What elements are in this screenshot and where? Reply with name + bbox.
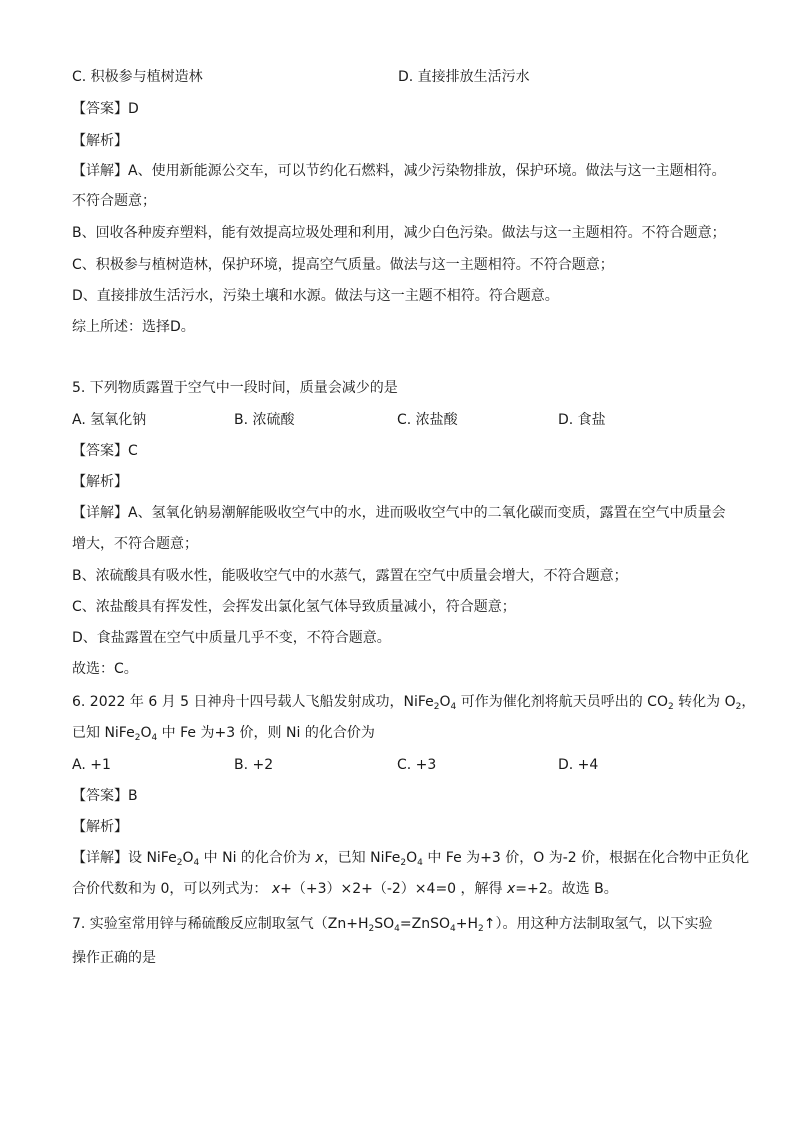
q5-option-b: B. 浓硫酸 [234, 412, 295, 428]
q6-sub: 2 [735, 702, 742, 712]
q5-detail-4: D、食盐露置在空气中质量几乎不变，不符合题意。 [72, 630, 391, 646]
q4-detail-2: B、回收各种废弃塑料，能有效提高垃圾处理和利用，减少白色污染。做法与这一主题相符。不符合题意； [72, 225, 726, 241]
q7-stem-line-2: 操作正确的是 [72, 950, 156, 966]
q6-detail-1f: 中 Fe 为+3 价，O 为-2 价，根据在化合物中正负化 [422, 850, 750, 866]
q6-detail-2a: 合价代数和为 0，可以列式为： [72, 881, 268, 897]
q4-option-d: D. 直接排放生活污水 [398, 69, 530, 85]
q6-option-c: C. +3 [397, 757, 437, 773]
q6-stem-2c: 中 Fe 为+3 价，则 Ni 的化合价为 [157, 725, 375, 741]
q7-stem-1c: =ZnSO [399, 916, 451, 932]
q4-detail-1: 【详解】A、使用新能源公交车，可以节约化石燃料，减少污染物排放，保护环境。做法与这一主题相符。 [72, 163, 726, 179]
q4-summary: 综上所述：选择D。 [72, 319, 195, 335]
q6-stem-1b: O [439, 694, 451, 710]
q6-answer: 【答案】B [72, 788, 138, 804]
q6-sub: 2 [433, 702, 440, 712]
q6-option-b: B. +2 [234, 757, 274, 773]
q4-detail-4: D、直接排放生活污水，污染土壤和水源。做法与这一主题不相符。符合题意。 [72, 288, 559, 304]
q7-sub: 4 [450, 924, 456, 934]
q4-analysis-label: 【解析】 [72, 133, 128, 149]
q6-stem-line-1 [72, 692, 755, 712]
q4-detail-3: C、积极参与植树造林，保护环境，提高空气质量。做法与这一主题相符。不符合题意； [72, 257, 614, 273]
q6-sub: 2 [667, 702, 674, 712]
q6-detail-line-1 [72, 848, 749, 868]
q5-detail-1b: 增大，不符合题意； [72, 536, 198, 552]
q6-sub: 2 [176, 858, 183, 868]
q5-analysis-label: 【解析】 [72, 474, 128, 490]
q5-stem: 5. 下列物质露置于空气中一段时间，质量会减少的是 [72, 380, 398, 396]
q6-sub: 4 [450, 702, 457, 712]
q6-var-x: x [315, 850, 324, 866]
q6-stem-1a: 6. 2022 年 6 月 5 日神舟十四号载人飞船发射成功，NiFe [72, 694, 434, 710]
q7-sub: 2 [478, 924, 484, 934]
q6-sub: 2 [400, 858, 407, 868]
q5-detail-3: C、浓盐酸具有挥发性，会挥发出氯化氢气体导致质量减小，符合题意； [72, 599, 516, 615]
q6-detail-2b: +（+3）×2+（-2）×4=0 ，解得 [280, 881, 507, 897]
q6-detail-1e: O [406, 850, 418, 866]
q6-option-d: D. +4 [558, 757, 599, 773]
q5-option-d: D. 食盐 [558, 412, 606, 428]
q7-stem-line-1 [72, 914, 712, 934]
q5-detail-1: 【详解】A、氢氧化钠易潮解能吸收空气中的水，进而吸收空气中的二氧化碳而变质，露置在空气中质量会 [72, 505, 726, 521]
q7-stem-1e: ↑）。用这种方法制取氢气，以下实验 [483, 916, 713, 932]
q6-detail-line-2 [72, 879, 618, 899]
q5-option-c: C. 浓盐酸 [397, 412, 458, 428]
q5-answer: 【答案】C [72, 443, 138, 459]
q6-sub: 4 [193, 858, 200, 868]
q6-detail-1a: 【详解】设 NiFe [72, 850, 177, 866]
q7-stem-1a: 7. 实验室常用锌与稀硫酸反应制取氢气（Zn+H [72, 916, 369, 932]
q5-detail-2: B、浓硫酸具有吸水性，能吸收空气中的水蒸气，露置在空气中质量会增大，不符合题意； [72, 568, 628, 584]
q6-stem-1e: ， [741, 694, 756, 710]
q6-stem-1d: 转化为 O [673, 694, 736, 710]
q6-stem-2a: 已知 NiFe [72, 725, 135, 741]
q6-option-a: A. +1 [72, 757, 111, 773]
q5-option-a: A. 氢氧化钠 [72, 412, 147, 428]
q7-sub: 2 [368, 924, 375, 934]
q6-stem-2b: O [140, 725, 152, 741]
q4-detail-1b: 不符合题意； [72, 193, 156, 209]
q6-stem-line-2 [72, 723, 375, 743]
q6-detail-2c: =+2。故选 B。 [515, 881, 618, 897]
q4-answer: 【答案】D [72, 101, 139, 117]
q6-sub: 4 [417, 858, 423, 868]
q6-var-x: x [506, 881, 516, 897]
q6-var-x: x [271, 881, 281, 897]
q6-analysis-label: 【解析】 [72, 819, 128, 835]
q6-detail-1c: 中 Ni 的化合价为 [199, 850, 316, 866]
q7-sub: 4 [394, 924, 400, 934]
q6-sub: 4 [151, 733, 158, 743]
q6-stem-1c: 可作为催化剂将航天员呼出的 CO [456, 694, 668, 710]
q7-stem-1b: SO [374, 916, 395, 932]
q6-detail-1b: O [182, 850, 194, 866]
q6-sub: 2 [134, 733, 141, 743]
q4-option-c: C. 积极参与植树造林 [72, 69, 203, 85]
q6-detail-1d: ，已知 NiFe [323, 850, 401, 866]
q7-stem-1d: +H [455, 916, 479, 932]
q5-summary: 故选：C。 [72, 661, 138, 677]
